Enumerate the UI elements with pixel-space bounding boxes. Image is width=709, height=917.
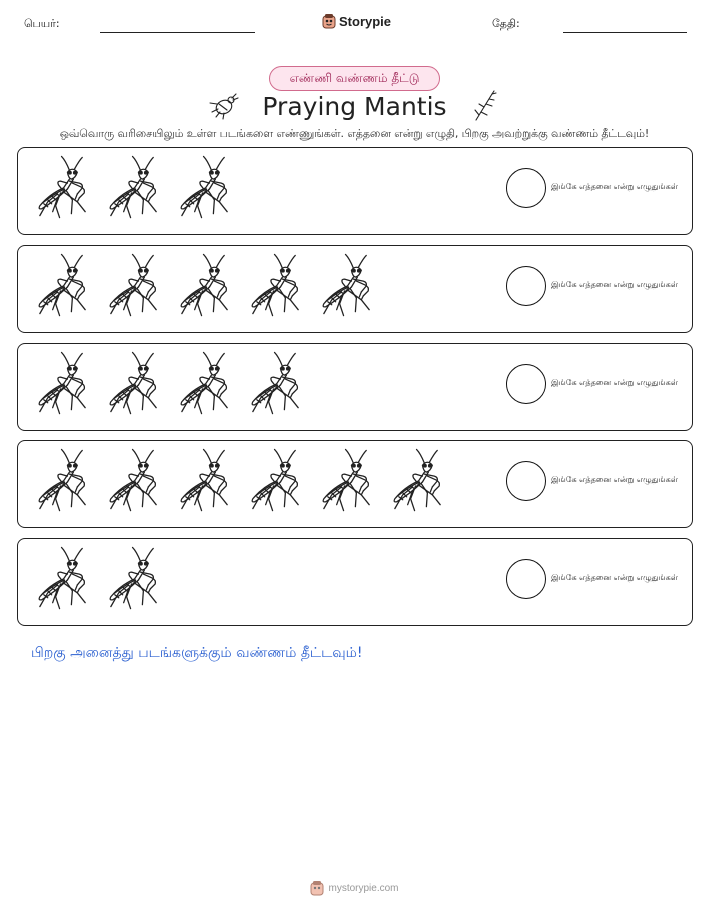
answer-circle[interactable] [506,168,546,208]
praying-mantis-icon [28,154,99,224]
count-row-3 [17,343,693,431]
page-title: Praying Mantis [262,92,447,121]
date-label: தேதி: [492,17,520,30]
stick-insect-icon [472,90,498,122]
praying-mantis-icon [312,252,383,322]
answer-hint: இங்கே எத்தனை என்று எழுதுங்கள் [551,182,678,191]
mantis-group [28,350,312,420]
praying-mantis-icon [28,350,99,420]
instructions: ஒவ்வொரு வரிசையிலும் உள்ள படங்களை எண்ணுங்கள். எத்தனை என்று எழுதி, பிறகு அவற்றுக்கு வண்ணம் தீட்டவும்! [59,127,650,140]
answer-circle[interactable] [506,266,546,306]
praying-mantis-icon [99,350,170,420]
count-row-4 [17,440,693,528]
praying-mantis-icon [241,447,312,517]
name-label: பெயர்: [24,17,60,30]
site-footer [0,880,709,896]
answer-circle[interactable] [506,364,546,404]
count-row-5 [17,538,693,626]
praying-mantis-icon [170,252,241,322]
activity-badge [269,66,440,91]
answer-hint: இங்கே எத்தனை என்று எழுதுங்கள் [551,475,678,484]
answer-hint: இங்கே எத்தனை என்று எழுதுங்கள் [551,378,678,387]
praying-mantis-icon [28,252,99,322]
brand-name: Storypie [339,13,392,29]
praying-mantis-icon [99,447,170,517]
praying-mantis-icon [241,350,312,420]
date-write-line[interactable] [563,32,687,33]
mantis-group [28,154,241,224]
storypie-logo-icon [322,13,336,29]
footer-note: பிறகு அனைத்து படங்களுக்கும் வண்ணம் தீட்டவும்! [31,645,363,661]
mantis-group [28,252,383,322]
praying-mantis-icon [383,447,454,517]
storypie-logo-icon [310,880,324,896]
answer-hint: இங்கே எத்தனை என்று எழுதுங்கள் [551,280,678,289]
praying-mantis-icon [241,252,312,322]
count-row-2 [17,245,693,333]
answer-circle[interactable] [506,559,546,599]
name-write-line[interactable] [100,32,255,33]
praying-mantis-icon [99,252,170,322]
mantis-group [28,447,454,517]
praying-mantis-icon [28,447,99,517]
praying-mantis-icon [312,447,383,517]
praying-mantis-icon [28,545,99,615]
activity-badge-text: எண்ணி வண்ணம் தீட்டு [289,70,420,85]
count-row-1 [17,147,693,235]
praying-mantis-icon [99,154,170,224]
praying-mantis-icon [170,447,241,517]
praying-mantis-icon [170,350,241,420]
site-url: mystorypie.com [328,882,399,894]
brand [322,13,391,29]
mantis-group [28,545,170,615]
answer-circle[interactable] [506,461,546,501]
praying-mantis-icon [170,154,241,224]
praying-mantis-icon [99,545,170,615]
answer-hint: இங்கே எத்தனை என்று எழுதுங்கள் [551,573,678,582]
